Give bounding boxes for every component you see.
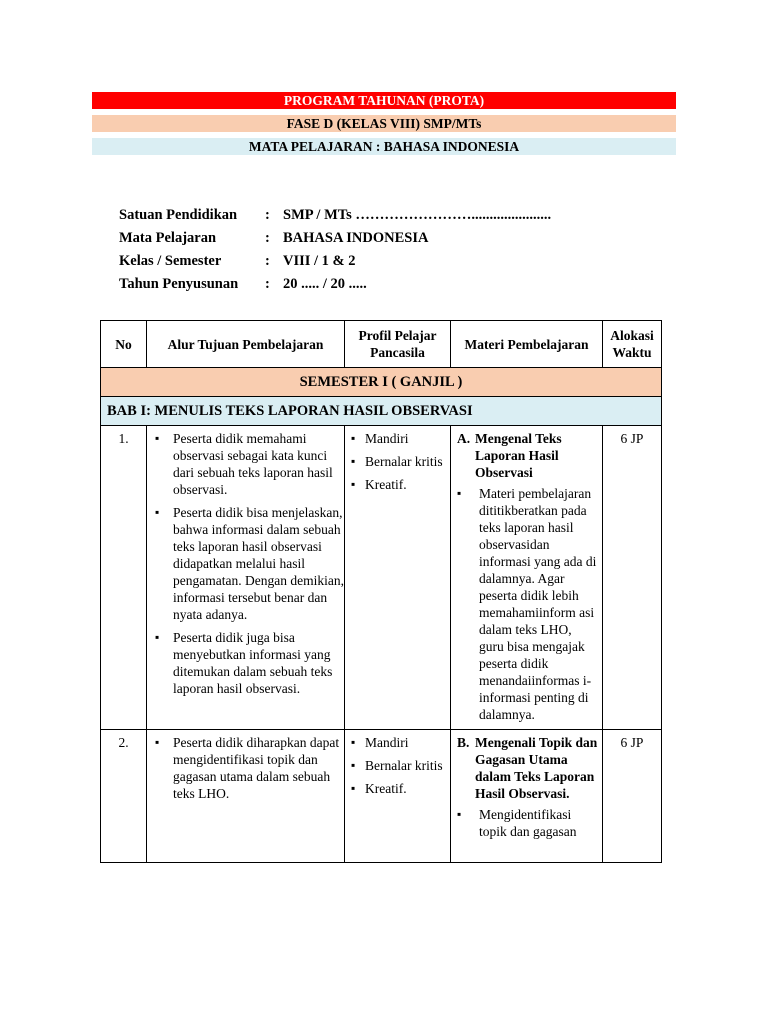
profil-cell [345,426,451,730]
info-value: SMP / MTs ……………………...................... [283,207,552,223]
info-colon: : [265,230,270,246]
profil-item: ▪ Kreatif. [345,476,450,493]
materi-title: Mengenali Topik dan Gagasan Utama dalam Teks Laporan Hasil Observasi. [475,735,598,801]
identity-block [119,204,551,296]
info-row-subject [119,227,551,250]
info-colon: : [265,207,270,223]
materi-heading [457,430,598,481]
bab-label: BAB I: MENULIS TEKS LAPORAN HASIL OBSERVASI [101,397,662,426]
info-colon: : [265,253,270,269]
table-header-row [101,321,662,368]
info-label: Satuan Pendidikan [119,207,238,223]
profil-item: ▪ Mandiri [345,430,450,447]
materi-letter: A. [457,431,471,446]
bab-row [101,397,662,426]
row-number: 1. [101,426,147,730]
profil-item: ▪ Kreatif. [345,780,450,797]
phase-band: FASE D (KELAS VIII) SMP/MTs [92,115,676,132]
alur-cell [147,730,345,863]
materi-heading [457,734,598,802]
info-value: VIII / 1 & 2 [283,253,356,269]
materi-title: Mengenal Teks Laporan Hasil Observasi [475,431,562,480]
alur-cell [147,426,345,730]
info-row-year [119,273,551,296]
table-row [101,730,662,863]
materi-point: ▪ Mengidentifikasi topik dan gagasan [457,806,598,840]
alur-point: ▪ Peserta didik memahami observasi sebagai kata kunci dari sebuah teks laporan hasil observasi. [147,430,344,498]
alur-point: ▪ Peserta didik bisa menjelaskan, bahwa informasi dalam sebuah teks laporan hasil observasi didapatkan melalui hasil pengamatan. Dengan demikian, informasi tersebut benar dan nyata adanya. [147,504,344,623]
subject-band: MATA PELAJARAN : BAHASA INDONESIA [92,138,676,155]
info-row-school [119,204,551,227]
info-value: BAHASA INDONESIA [283,230,429,246]
info-label: Mata Pelajaran [119,230,217,246]
header-materi: Materi Pembelajaran [451,321,603,368]
semester-row [101,368,662,397]
info-row-class [119,250,551,273]
header-alokasi: Alokasi Waktu [603,321,662,368]
info-value: 20 ..... / 20 ..... [283,276,367,292]
header-profil: Profil Pelajar Pancasila [345,321,451,368]
document-title-band: PROGRAM TAHUNAN (PROTA) [92,92,676,109]
alokasi-cell: 6 JP [603,730,662,863]
row-number: 2. [101,730,147,863]
info-label: Tahun Penyusunan [119,276,239,292]
alokasi-cell: 6 JP [603,426,662,730]
materi-point: ▪ Materi pembelajaran dititikberatkan pada teks laporan hasil observasidan informasi yang ada di dalamnya. Agar peserta didik lebih memahamiinform asi dalam teks LHO, guru bisa mengajak peserta didik menandaiinformas i-informasi penting di dalamnya. [457,485,598,723]
alur-point: ▪ Peserta didik juga bisa menyebutkan informasi yang ditemukan dalam sebuah teks laporan hasil observasi. [147,629,344,697]
materi-letter: B. [457,735,470,750]
info-label: Kelas / Semester [119,253,222,269]
alur-point: ▪ Peserta didik diharapkan dapat mengidentifikasi topik dan gagasan utama dalam sebuah teks LHO. [147,734,344,802]
profil-cell [345,730,451,863]
materi-cell [451,426,603,730]
info-colon: : [265,276,270,292]
profil-item: ▪ Bernalar kritis [345,757,450,774]
semester-label: SEMESTER I ( GANJIL ) [101,368,662,397]
profil-item: ▪ Mandiri [345,734,450,751]
profil-item: ▪ Bernalar kritis [345,453,450,470]
header-alur: Alur Tujuan Pembelajaran [147,321,345,368]
header-no: No [101,321,147,368]
materi-cell [451,730,603,863]
table-row [101,426,662,730]
prota-table [100,320,662,863]
